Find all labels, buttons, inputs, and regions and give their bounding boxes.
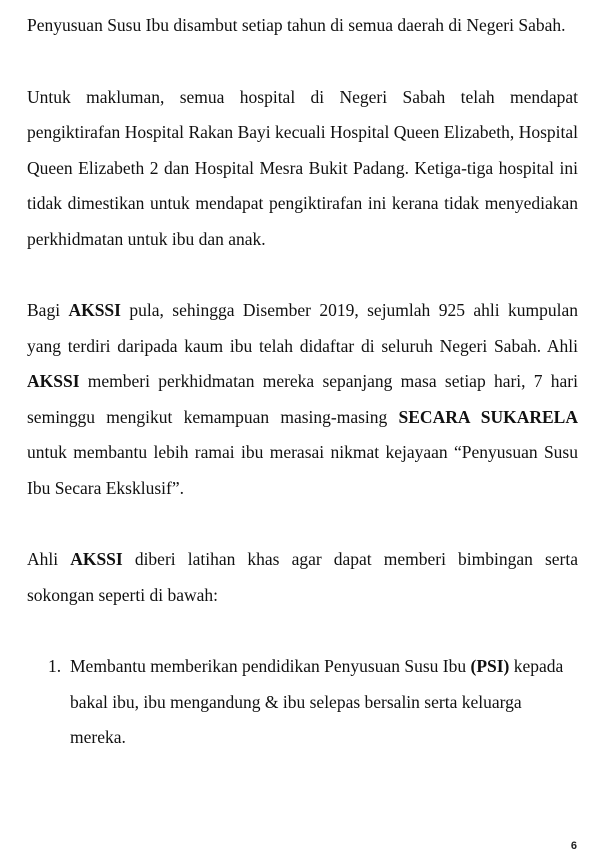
support-list: [27, 649, 578, 756]
paragraph-intro: Penyusuan Susu Ibu disambut setiap tahun di semua daerah di Negeri Sabah.: [27, 15, 566, 35]
paragraph-gap: [27, 44, 578, 80]
page-number: 6: [570, 840, 577, 852]
document-page: [27, 8, 578, 756]
text-run: untuk membantu lebih ramai ibu merasai nikmat kejayaan “Penyusuan Susu Ibu Secara Eksklusif”.: [27, 442, 578, 498]
bold-text: AKSSI: [70, 549, 123, 569]
text-run: memberi perkhidmatan mereka sepanjang masa setiap hari, 7 hari seminggu mengikut kemampuan masing-masing: [27, 371, 578, 427]
bold-text: SECARA SUKARELA: [398, 406, 578, 427]
bold-text: (PSI): [470, 656, 510, 676]
bold-text: AKSSI: [27, 371, 80, 391]
text-run: kepada bakal ibu, ibu mengandung & ibu selepas bersalin serta keluarga mereka.: [70, 656, 564, 747]
paragraph-hospital-recognition: Untuk makluman, semua hospital di Negeri Sabah telah mendapat pengiktirafan Hospital Rakan Bayi kecuali Hospital Queen Elizabeth, Hospital Queen Elizabeth 2 dan Hospital Mesra Bukit Padang. Ketiga-tiga hospital ini tidak dimestikan untuk mendapat pengiktirafan ini kerana tidak menyediakan perkhidmatan untuk ibu dan anak.: [27, 86, 578, 249]
bold-text: AKSSI: [68, 300, 121, 320]
list-item: [27, 649, 578, 756]
paragraph-gap: [27, 506, 578, 542]
paragraph-gap: [27, 613, 578, 649]
text-run: Bagi: [27, 300, 69, 320]
list-item-number: 1.: [48, 656, 62, 676]
paragraph-akssi-training: [27, 542, 578, 613]
text-run: Ahli: [27, 549, 71, 569]
paragraph-gap: [27, 257, 578, 293]
paragraph-akssi-members: [27, 293, 578, 506]
text-run: pula, sehingga Disember 2019, sejumlah 925 ahli kumpulan yang terdiri daripada kaum ibu telah didaftar di seluruh Negeri Sabah. Ahli: [27, 300, 578, 356]
text-run: Membantu memberikan pendidikan Penyusuan Susu Ibu: [70, 656, 471, 676]
text-run: diberi latihan khas agar dapat memberi bimbingan serta sokongan seperti di bawah:: [27, 549, 578, 605]
